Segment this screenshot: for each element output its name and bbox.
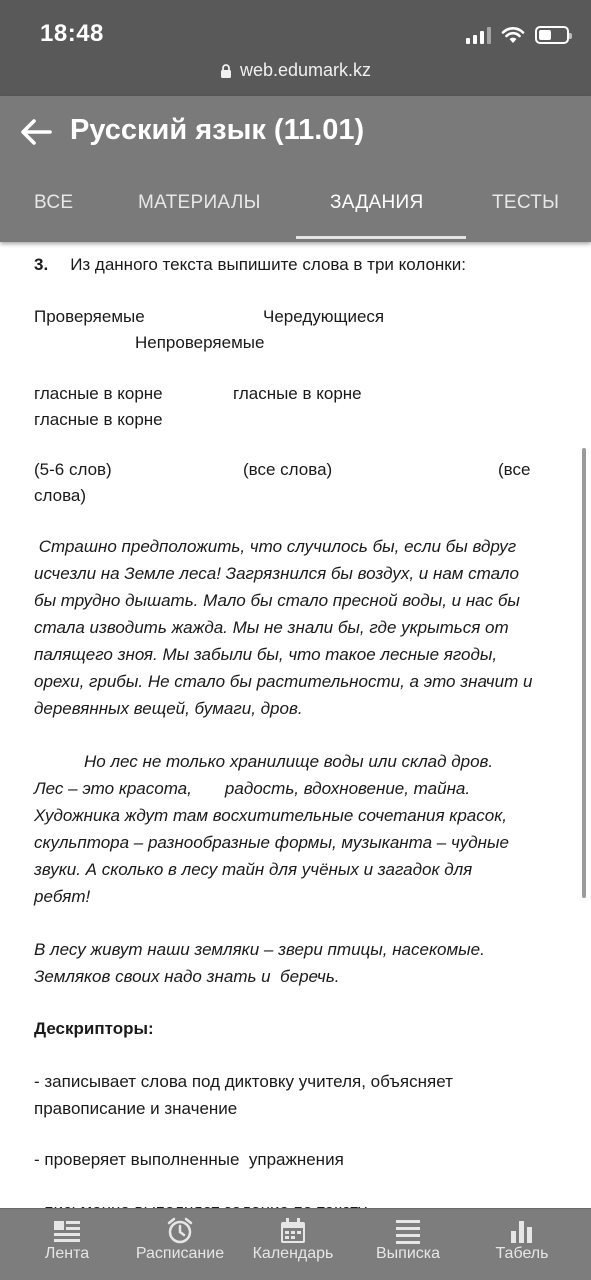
columns-row-1 xyxy=(34,304,554,330)
descriptor-item xyxy=(34,1068,554,1122)
nav-label: Лента xyxy=(44,1245,90,1262)
col3-subtitle: гласные в корне xyxy=(34,410,163,429)
descriptor-item: - проверяет выполненные упражнения xyxy=(34,1150,344,1169)
col1-title: Проверяемые xyxy=(34,307,145,326)
descriptor-line: - записывает слова под диктовку учителя, объясняет xyxy=(34,1072,453,1091)
active-tab-indicator xyxy=(296,236,466,239)
text-line: ребят! xyxy=(34,887,91,906)
text-line: исчезли на Земле леса! Загрязнился бы воздух, и нам стало xyxy=(34,564,519,583)
text-line: палящего зноя. Мы забыли бы, что такое лесные ягоды, xyxy=(34,645,498,664)
calendar-icon xyxy=(279,1217,307,1245)
text-line: Земляков своих надо знать и беречь. xyxy=(34,967,340,986)
cellular-signal-icon xyxy=(466,26,491,44)
scrollbar-thumb[interactable] xyxy=(582,448,586,898)
col2-count: (все слова) xyxy=(243,460,333,479)
battery-icon xyxy=(535,26,569,44)
text-paragraph-3 xyxy=(34,936,554,990)
text-line: В лесу живут наши земляки – звери птицы, насекомые. xyxy=(34,940,485,959)
descriptor-line: правописание и значение xyxy=(34,1099,238,1118)
app-header xyxy=(0,96,591,242)
text-line: Лес – это красота, радость, вдохновение, тайна. xyxy=(34,779,471,798)
nav-label: Табель xyxy=(495,1245,549,1262)
url-text: web.edumark.kz xyxy=(239,60,372,80)
descriptors-heading: Дескрипторы: xyxy=(34,1019,154,1038)
bar-chart-icon xyxy=(508,1217,536,1245)
wifi-icon xyxy=(501,26,525,44)
col2-subtitle: гласные в корне xyxy=(233,384,362,403)
tab-all[interactable]: ВСЕ xyxy=(34,192,74,213)
columns-row-3 xyxy=(34,457,554,483)
col1-count: (5-6 слов) xyxy=(34,460,112,479)
nav-label: Расписание xyxy=(135,1245,225,1262)
page-title: Русский язык (11.01) xyxy=(70,114,365,146)
columns-row-3-wrap xyxy=(34,483,554,509)
feed-icon xyxy=(53,1217,81,1245)
col3-count-part1: (все xyxy=(498,460,531,479)
text-line: скульптора – разнообразные формы, музыканта – чудные xyxy=(34,833,509,852)
status-icons xyxy=(466,24,569,46)
nav-statement[interactable] xyxy=(349,1209,467,1280)
tab-tests[interactable]: ТЕСТЫ xyxy=(492,192,560,213)
columns-row-2-wrap xyxy=(34,407,554,433)
text-paragraph-2 xyxy=(34,748,554,910)
text-line: звуки. А сколько в лесу тайн для учёных и загадок для xyxy=(34,860,473,879)
assignment-content xyxy=(34,252,554,1224)
url-bar[interactable] xyxy=(0,60,591,81)
tab-bar xyxy=(0,188,591,242)
col2-title: Чередующиеся xyxy=(263,307,385,326)
text-line: Художника ждут там восхитительные сочетания красок, xyxy=(34,806,507,825)
text-paragraph-1 xyxy=(34,533,554,722)
tab-materials[interactable]: МАТЕРИАЛЫ xyxy=(138,192,261,213)
col3-title: Непроверяемые xyxy=(135,333,265,352)
nav-calendar[interactable] xyxy=(234,1209,352,1280)
text-line: стала изводить жажда. Мы не знали бы, где укрыться от xyxy=(34,618,509,637)
text-line: деревянных вещей, бумаги, дров. xyxy=(34,699,303,718)
text-line: Но лес не только хранилище воды или склад дров. xyxy=(84,752,494,771)
question-line xyxy=(34,252,554,278)
col3-count-part2: слова) xyxy=(34,486,87,505)
status-bar xyxy=(0,0,591,96)
nav-schedule[interactable] xyxy=(121,1209,239,1280)
lock-icon xyxy=(220,64,232,79)
nav-report-card[interactable] xyxy=(463,1209,581,1280)
nav-label: Календарь xyxy=(252,1245,334,1262)
tab-assignments[interactable]: ЗАДАНИЯ xyxy=(330,192,424,213)
status-time: 18:48 xyxy=(40,20,104,47)
columns-row-2 xyxy=(34,381,554,407)
col1-subtitle: гласные в корне xyxy=(34,384,163,403)
nav-label: Выписка xyxy=(375,1245,441,1262)
columns-row-1-wrap xyxy=(34,330,554,356)
list-icon xyxy=(394,1217,422,1245)
nav-feed[interactable] xyxy=(8,1209,126,1280)
text-line: орехи, грибы. Не стало бы растительности, а это значит и xyxy=(34,672,533,691)
question-text: Из данного текста выпишите слова в три колонки: xyxy=(70,255,466,274)
alarm-clock-icon xyxy=(166,1217,194,1245)
text-line: бы трудно дышать. Мало бы стало пресной воды, и нас бы xyxy=(34,591,520,610)
text-line: Страшно предположить, что случилось бы, если бы вдруг xyxy=(34,537,517,556)
question-number: 3. xyxy=(34,255,49,274)
bottom-navigation xyxy=(0,1208,591,1280)
back-arrow-icon[interactable] xyxy=(18,118,54,146)
